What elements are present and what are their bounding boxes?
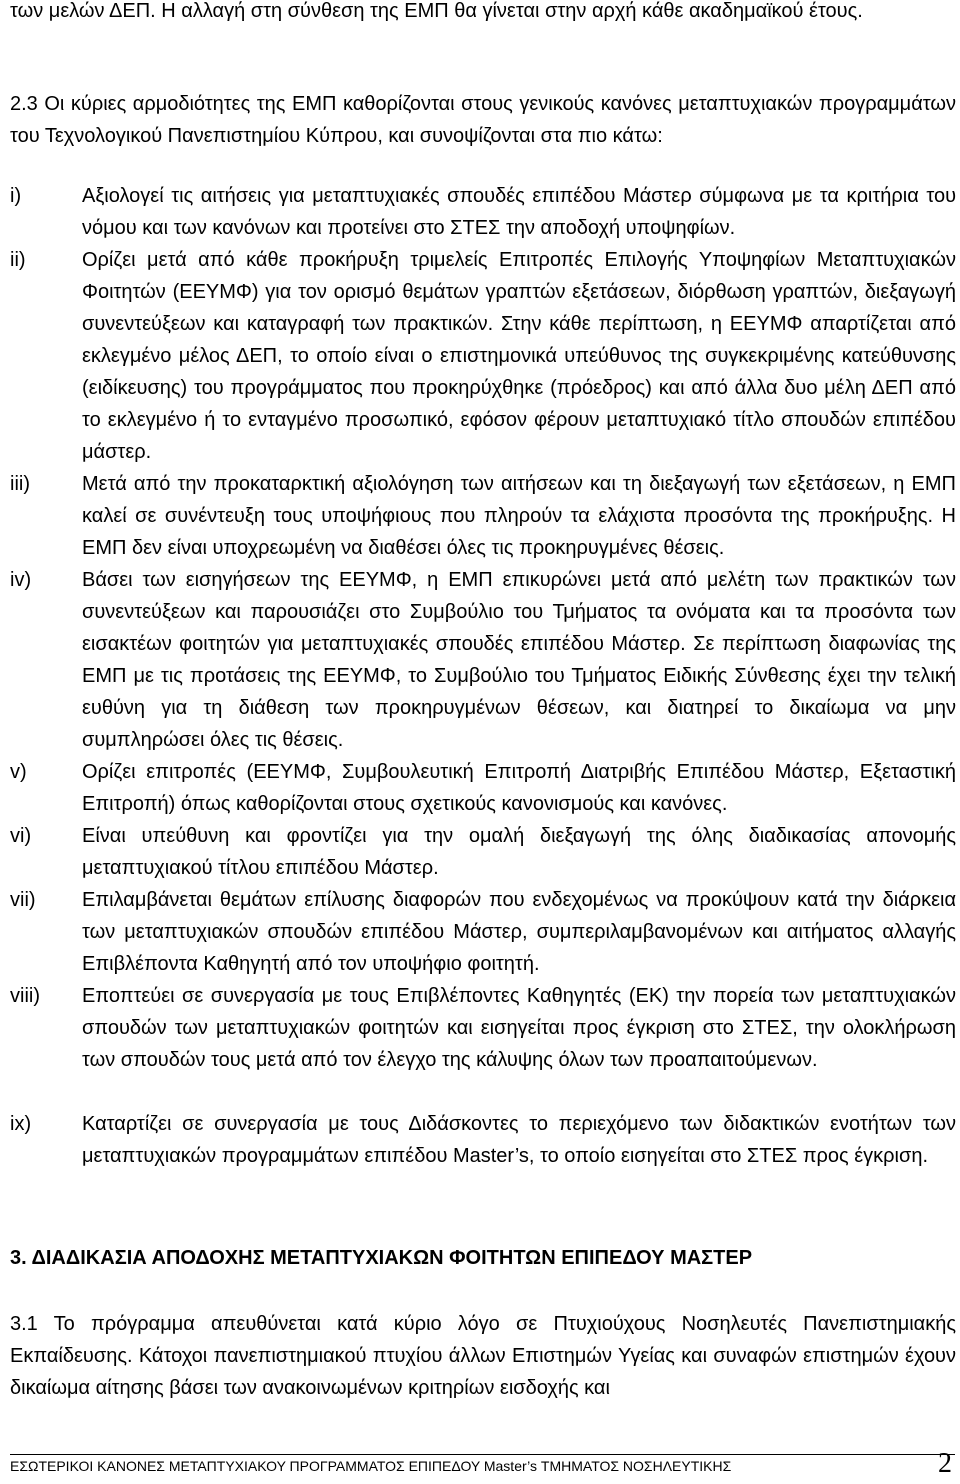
page-number: 2 (938, 1448, 952, 1479)
list-item-number: iv) (10, 569, 32, 591)
list-item-text: Αξιολογεί τις αιτήσεις για μεταπτυχιακές σπουδές επιπέδου Μάστερ σύμφωνα με τα κριτήρια του νόμου και των κανόνων και προτείνει στο ΣΤΕΣ την αποδοχή υποψηφίων. (82, 185, 956, 239)
list-item-number: iii) (10, 473, 30, 495)
list-item-v (10, 756, 956, 820)
list-item-ii (10, 244, 956, 468)
list-item-text: Επιλαμβάνεται θεμάτων επίλυσης διαφορών που ενδεχομένως να προκύψουν κατά την διάρκεια των μεταπτυχιακών σπουδών επιπέδου Μάστερ, συμπεριλαμβανομένων και αιτήματος αλλαγής Επιβλέποντα Καθηγητή από τον υποψήφιο φοιτητή. (82, 889, 956, 975)
section-3-1-paragraph: 3.1 Το πρόγραμμα απευθύνεται κατά κύριο λόγο σε Πτυχιούχους Νοσηλευτές Πανεπιστημιακής Εκπαίδευσης. Κάτοχοι πανεπιστημιακού πτυχίου άλλων Επιστημών Υγείας και συναφών επιστημών έχουν δικαίωμα αίτησης βάσει των ανακοινωμένων κριτηρίων εισδοχής και (10, 1313, 956, 1399)
page-footer: ΕΣΩΤΕΡΙΚΟΙ ΚΑΝΟΝΕΣ ΜΕΤΑΠΤΥΧΙΑΚΟΥ ΠΡΟΓΡΑΜΜΑΤΟΣ ΕΠΙΠΕΔΟΥ Master’s ΤΜΗΜΑΤΟΣ ΝΟΣΗΛΕΥΤΙΚΗΣ (10, 1458, 732, 1474)
list-item-number: ii) (10, 249, 26, 271)
list-item-viii (10, 980, 956, 1076)
intro-continuation: των μελών ΔΕΠ. Η αλλαγή στη σύνθεση της ΕΜΠ θα γίνεται στην αρχή κάθε ακαδημαϊκού έτους. (10, 0, 863, 22)
list-item-number: v) (10, 761, 27, 783)
list-item-number: ix) (10, 1113, 32, 1135)
list-item-text: Βάσει των εισηγήσεων της ΕΕΥΜΦ, η ΕΜΠ επικυρώνει μετά από μελέτη των πρακτικών των συνεντεύξεων και παρουσιάζει στο Συμβούλιο του Τμήματος τα ονόματα και τα προσόντα των εισακτέων φοιτητών για μεταπτυχιακές σπουδές επιπέδου Μάστερ. Σε περίπτωση διαφωνίας της ΕΜΠ με τις προτάσεις της ΕΕΥΜΦ, το Συμβούλιο του Τμήματος Ειδικής Σύνθεσης έχει την τελική ευθύνη για τη διάθεση των προκηρυγμένων θέσεων, και διατηρεί το δικαίωμα να μην συμπληρώσει όλες τις θέσεις. (82, 569, 956, 751)
list-item-text: Εποπτεύει σε συνεργασία με τους Επιβλέποντες Καθηγητές (ΕΚ) την πορεία των μεταπτυχιακών σπουδών των μεταπτυχιακών φοιτητών και εισηγείται προς έγκριση στο ΣΤΕΣ, την ολοκλήρωση των σπουδών τους μετά από τον έλεγχο της κάλυψης όλων των προαπαιτούμενων. (82, 985, 956, 1071)
list-item-vii (10, 884, 956, 980)
list-item-number: vii) (10, 889, 36, 911)
list-item-text: Είναι υπεύθυνη και φροντίζει για την ομαλή διεξαγωγή της όλης διαδικασίας απονομής μεταπτυχιακού τίτλου επιπέδου Μάστερ. (82, 825, 956, 879)
list-item-i (10, 180, 956, 244)
list-item-iv (10, 564, 956, 756)
section-2-3-intro: 2.3 Οι κύριες αρμοδιότητες της ΕΜΠ καθορίζονται στους γενικούς κανόνες μεταπτυχιακών προγραμμάτων του Τεχνολογικού Πανεπιστημίου Κύπρου, και συνοψίζονται στα πιο κάτω: (10, 93, 956, 147)
list-item-vi (10, 820, 956, 884)
list-item-number: vi) (10, 825, 32, 847)
list-item-text: Καταρτίζει σε συνεργασία με τους Διδάσκοντες το περιεχόμενο των διδακτικών ενοτήτων των μεταπτυχιακών προγραμμάτων επιπέδου Master’s, το οποίο εισηγείται στο ΣΤΕΣ προς έγκριση. (82, 1113, 956, 1167)
list-item-text: Μετά από την προκαταρκτική αξιολόγηση των αιτήσεων και τη διεξαγωγή των εξετάσεων, η ΕΜΠ καλεί σε συνέντευξη τους υποψήφιους που πληρούν τα ελάχιστα προσόντα της προκήρυξης. Η ΕΜΠ δεν είναι υποχρεωμένη να διαθέσει όλες τις προκηρυγμένες θέσεις. (82, 473, 956, 559)
list-item-number: viii) (10, 985, 40, 1007)
list-item-text: Ορίζει επιτροπές (ΕΕΥΜΦ, Συμβουλευτική Επιτροπή Διατριβής Επιπέδου Μάστερ, Εξεταστική Επιτροπή) όπως καθορίζονται στους σχετικούς κανονισμούς και κανόνες. (82, 761, 956, 815)
section-3-heading: 3. ΔΙΑΔΙΚΑΣΙΑ ΑΠΟΔΟΧΗΣ ΜΕΤΑΠΤΥΧΙΑΚΩΝ ΦΟΙΤΗΤΩΝ ΕΠΙΠΕΔΟΥ ΜΑΣΤΕΡ (10, 1247, 753, 1269)
list-item-text: Ορίζει μετά από κάθε προκήρυξη τριμελείς Επιτροπές Επιλογής Υποψηφίων Μεταπτυχιακών Φοιτητών (ΕΕΥΜΦ) για τον ορισμό θεμάτων γραπτών εξετάσεων, διόρθωση γραπτών, διεξαγωγή συνεντεύξεων και καταγραφή των πρακτικών. Στην κάθε περίπτωση, η ΕΕΥΜΦ απαρτίζεται από εκλεγμένο μέλος ΔΕΠ, το οποίο είναι ο επιστημονικά υπεύθυνος της συγκεκριμένης κατεύθυνσης (ειδίκευσης) του προγράμματος που προκηρύχθηκε (πρόεδρος) και από άλλα δυο μέλη ΔΕΠ από το εκλεγμένο ή το ενταγμένο προσωπικό, εφόσον φέρουν μεταπτυχιακό τίτλο σπουδών επιπέδου μάστερ. (82, 249, 956, 463)
list-item-iii (10, 468, 956, 564)
list-item-number: i) (10, 185, 22, 207)
list-item-ix (10, 1108, 956, 1172)
footer-divider (10, 1454, 955, 1455)
